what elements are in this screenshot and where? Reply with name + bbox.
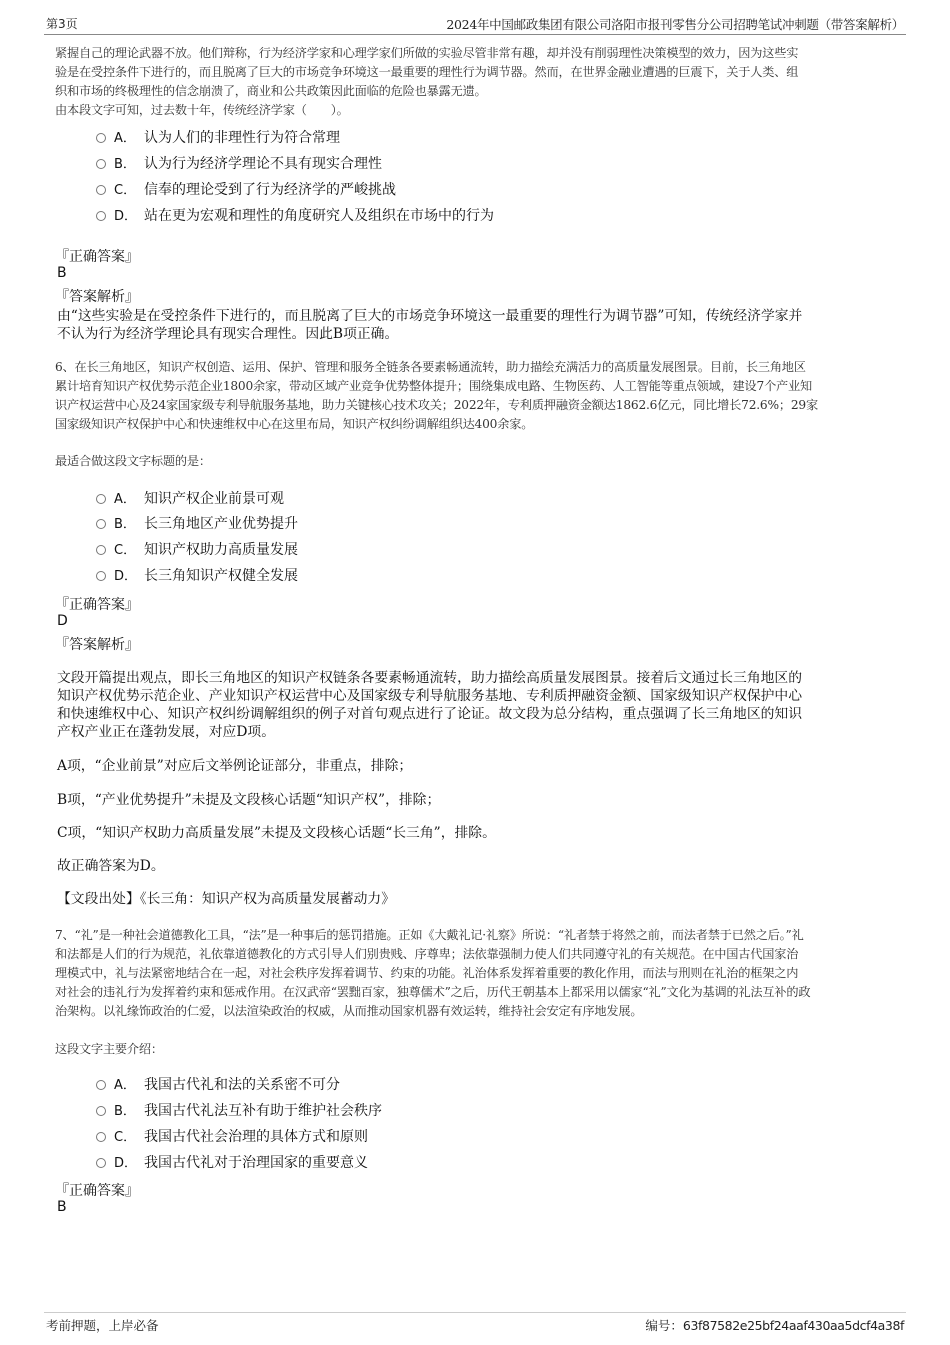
footer-id: 编号：63f87582e25bf24aaf430aa5dcf4a38f [645,1318,904,1333]
q5-option-a[interactable]: A． 认为人们的非理性行为符合常理 [96,127,340,149]
q6-answer-label: 『正确答案』 [55,597,139,613]
radio-icon[interactable] [96,571,106,581]
q7-option-d[interactable]: D． 我国古代礼对于治理国家的重要意义 [96,1152,368,1174]
q5-question: 由本段文字可知，过去数十年，传统经济学家（ ）。 [55,103,349,117]
radio-icon[interactable] [96,1132,106,1142]
q6-conclusion: 故正确答案为D。 [57,858,165,874]
radio-icon[interactable] [96,519,106,529]
document-title: 2024年中国邮政集团有限公司洛阳市报刊零售分公司招聘笔试冲刺题（带答案解析） [446,17,904,32]
q5-analysis-label: 『答案解析』 [55,289,139,305]
page-footer [44,1312,906,1337]
q6-option-a[interactable]: A． 知识产权企业前景可观 [96,488,284,510]
radio-icon[interactable] [96,494,106,504]
document-code: 63f87582e25bf24aaf430aa5dcf4a38f [682,1318,904,1333]
q6-passage-line: 累计培育知识产权优势示范企业1800余家，带动区域产业竞争优势整体提升；围绕集成电路、生物医药、人工智能等重点领域，建设7个产业知 [55,379,813,393]
q6-option-b[interactable]: B． 长三角地区产业优势提升 [96,513,298,535]
q6-passage-line: 6、在长三角地区，知识产权创造、运用、保护、管理和服务全链条各要素畅通流转，助力描绘充满活力的高质量发展图景。目前，长三角地区 [55,360,806,374]
q5-passage-line: 织和市场的终极理性的信念崩溃了，商业和公共政策因此面临的危险也暴露无遗。 [55,84,487,98]
q5-option-d[interactable]: D． 站在更为宏观和理性的角度研究人及组织在市场中的行为 [96,205,494,227]
q7-option-c[interactable]: C． 我国古代社会治理的具体方式和原则 [96,1126,368,1148]
q6-question: 最适合做这段文字标题的是： [55,454,211,468]
radio-icon[interactable] [96,1080,106,1090]
q6-analysis-label: 『答案解析』 [55,637,139,653]
q6-elimination-c: C项，“知识产权助力高质量发展”未提及文段核心话题“长三角”，排除。 [57,825,496,841]
footer-slogan: 考前押题，上岸必备 [46,1318,159,1333]
q6-analysis: 文段开篇提出观点，即长三角地区的知识产权链条各要素畅通流转，助力描绘高质量发展图景。接着后文通过长三角地区的 知识产权优势示范企业、产业知识产权运营中心及国家级专利导航服务基地、专利质押融资金额、国家级知识产权保护中心 和快速维权中心、知识产权纠纷调解组织的例子对首句观点进行了论证。故文段为总分结构，重点强调了长三角地区的知识 产权产业正在蓬勃发展，对应D项。 [57,670,803,740]
q5-passage-line: 验是在受控条件下进行的，而且脱离了巨大的市场竞争环境这一最重要的理性行为调节器。然而，在世界金融业遭遇的巨震下，关于人类、组 [55,65,799,79]
q7-answer: B [57,1199,67,1215]
radio-icon[interactable] [96,1158,106,1168]
page-number: 第3页 [46,17,78,31]
q7-passage-line: 7、“礼”是一种社会道德教化工具，“法”是一种事后的惩罚措施。正如《大戴礼记·礼察》所说：“礼者禁于将然之前，而法者禁于已然之后。”礼 [55,928,804,942]
q6-option-c[interactable]: C． 知识产权助力高质量发展 [96,539,298,561]
radio-icon[interactable] [96,545,106,555]
q5-option-b[interactable]: B． 认为行为经济学理论不具有现实合理性 [96,153,382,175]
q5-answer: B [57,265,67,281]
q6-elimination-a: A项，“企业前景”对应后文举例论证部分，非重点，排除； [57,758,413,774]
q7-passage-line: 和法都是人们的行为规范，礼依靠道德教化的方式引导人们别贵贱、序尊卑；法依靠强制力使人们共同遵守礼的有关规范。在中国古代国家治 [55,947,799,961]
q6-answer: D [57,613,68,629]
q5-option-c[interactable]: C． 信奉的理论受到了行为经济学的严峻挑战 [96,179,396,201]
q7-passage-line: 对社会的违礼行为发挥着约束和惩戒作用。在汉武帝“罢黜百家，独尊儒术”之后，历代王朝基本上都采用以儒家“礼”文化为基调的礼法互补的政 [55,985,811,999]
q5-passage [55,44,900,120]
q6-source: 【文段出处】《长三角：知识产权为高质量发展蓄动力》 [57,891,396,907]
q6-passage-line: 国家级知识产权保护中心和快速维权中心在这里布局，知识产权纠纷调解组织达400余家。 [55,417,534,431]
radio-icon[interactable] [96,159,106,169]
q5-analysis: 由“这些实验是在受控条件下进行的，而且脱离了巨大的市场竞争环境这一最重要的理性行为调节器”可知，传统经济学家并 不认为行为经济学理论具有现实合理性。因此B项正确。 [57,308,803,342]
q6-option-d[interactable]: D． 长三角知识产权健全发展 [96,565,298,587]
q7-passage-line: 治架构。以礼缘饰政治的仁爱，以法渲染政治的权威，从而推动国家机器有效运转，维持社会安定有序地发展。 [55,1004,643,1018]
q6-passage-line: 识产权运营中心及24家国家级专利导航服务基地，助力关键核心技术攻关；2022年，专利质押融资金额达1862.6亿元，同比增长72.6%；29家 [55,398,818,412]
q7-question: 这段文字主要介绍： [55,1042,163,1056]
q6-passage [55,358,900,434]
radio-icon[interactable] [96,211,106,221]
q7-option-a[interactable]: A． 我国古代礼和法的关系密不可分 [96,1074,340,1096]
radio-icon[interactable] [96,133,106,143]
radio-icon[interactable] [96,1106,106,1116]
q5-answer-label: 『正确答案』 [55,249,139,265]
q7-option-b[interactable]: B． 我国古代礼法互补有助于维护社会秩序 [96,1100,382,1122]
q7-answer-label: 『正确答案』 [55,1183,139,1199]
radio-icon[interactable] [96,185,106,195]
q7-passage-line: 理模式中，礼与法紧密地结合在一起，对社会秩序发挥着调节、约束的功能。礼治体系发挥着重要的教化作用，而法与刑则在礼治的框架之内 [55,966,799,980]
q7-passage [55,926,900,1021]
page-header [44,14,906,35]
q5-passage-line: 紧握自己的理论武器不放。他们辩称，行为经济学家和心理学家们所做的实验尽管非常有趣，却并没有削弱理性决策模型的效力，因为这些实 [55,46,799,60]
q6-elimination-b: B项，“产业优势提升”未提及文段核心话题“知识产权”，排除； [57,792,441,808]
